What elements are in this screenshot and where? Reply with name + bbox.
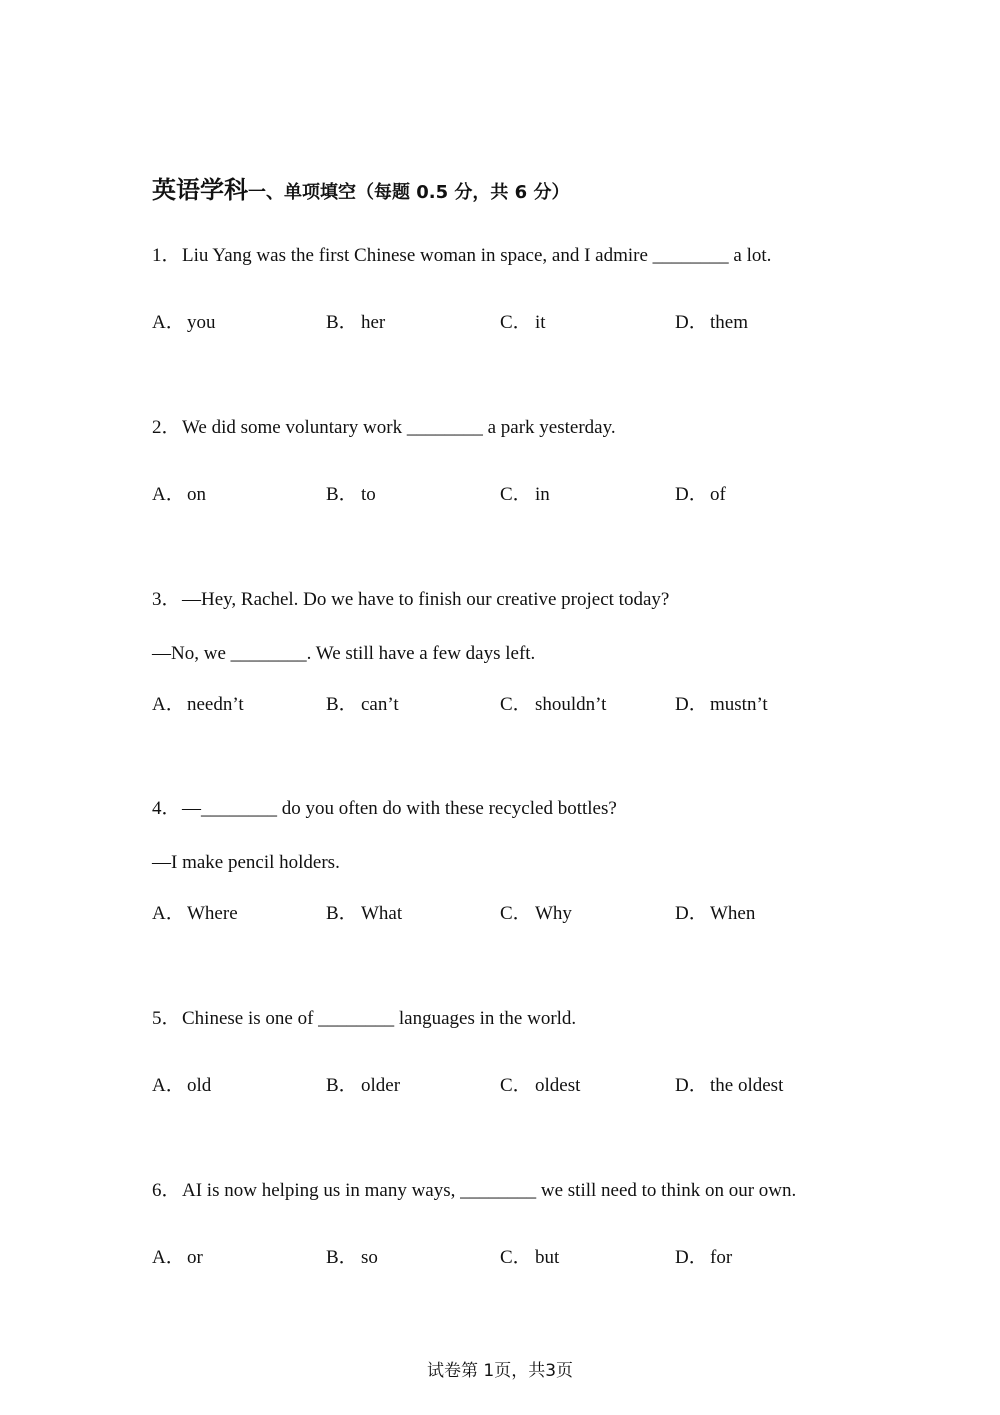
question-number: 3． <box>152 589 181 610</box>
page-footer: 试卷第 1页，共3页 <box>426 1361 574 1381</box>
question-3-stem <box>152 588 669 612</box>
question-number: 6． <box>152 1180 181 1201</box>
question-number: 5． <box>152 1008 181 1029</box>
question-5-option-c: C． oldest <box>500 1075 581 1096</box>
question-6-option-a: A． or <box>152 1247 203 1268</box>
question-text: Liu Yang was the first Chinese woman in space, and I admire ________ a lot. <box>182 245 772 266</box>
question-1-option-c: C． it <box>500 312 546 333</box>
question-text: We did some voluntary work ________ a park yesterday. <box>182 417 616 438</box>
subject-title: 英语学科 <box>152 176 248 204</box>
question-4-option-c: C． Why <box>500 903 572 924</box>
question-2-option-a: A． on <box>152 484 206 505</box>
question-3-option-c: C． shouldn’t <box>500 694 607 715</box>
question-3-reply <box>152 642 535 666</box>
question-number: 4． <box>152 798 181 819</box>
section-title: 一、单项填空（每题 0.5 分，共 6 分） <box>248 182 570 203</box>
question-text: —I make pencil holders. <box>152 852 340 873</box>
question-5-option-b: B． older <box>326 1075 401 1096</box>
question-1-option-a: A． you <box>152 312 216 333</box>
question-6-option-c: C． but <box>500 1247 560 1268</box>
question-text: —Hey, Rachel. Do we have to finish our creative project today? <box>182 589 670 610</box>
question-2-stem <box>152 416 616 440</box>
question-1-option-b: B． her <box>326 312 386 333</box>
question-number: 1． <box>152 245 181 266</box>
question-2-option-b: B． to <box>326 484 376 505</box>
question-3-option-d: D． mustn’t <box>675 694 768 715</box>
question-6-option-d: D． for <box>675 1247 733 1268</box>
question-4-option-b: B． What <box>326 903 403 924</box>
question-3-option-b: B． can’t <box>326 694 399 715</box>
question-text: Chinese is one of ________ languages in the world. <box>182 1008 577 1029</box>
question-text: —No, we ________. We still have a few days left. <box>152 643 536 664</box>
question-text: AI is now helping us in many ways, ________ we still need to think on our own. <box>182 1180 797 1201</box>
question-4-stem <box>152 797 617 821</box>
question-2-option-c: C． in <box>500 484 550 505</box>
question-1-option-d: D． them <box>675 312 748 333</box>
question-6-option-b: B． so <box>326 1247 378 1268</box>
question-6-stem <box>152 1179 796 1203</box>
question-1-stem <box>152 244 771 268</box>
section-heading <box>152 170 569 205</box>
question-2-option-d: D． of <box>675 484 726 505</box>
question-3-option-a: A． needn’t <box>152 694 244 715</box>
question-5-stem <box>152 1007 576 1031</box>
question-4-reply <box>152 851 340 875</box>
question-text: —________ do you often do with these recycled bottles? <box>182 798 617 819</box>
question-4-option-d: D． When <box>675 903 756 924</box>
question-number: 2． <box>152 417 181 438</box>
question-5-option-a: A． old <box>152 1075 212 1096</box>
question-5-option-d: D． the oldest <box>675 1075 784 1096</box>
question-4-option-a: A． Where <box>152 903 238 924</box>
